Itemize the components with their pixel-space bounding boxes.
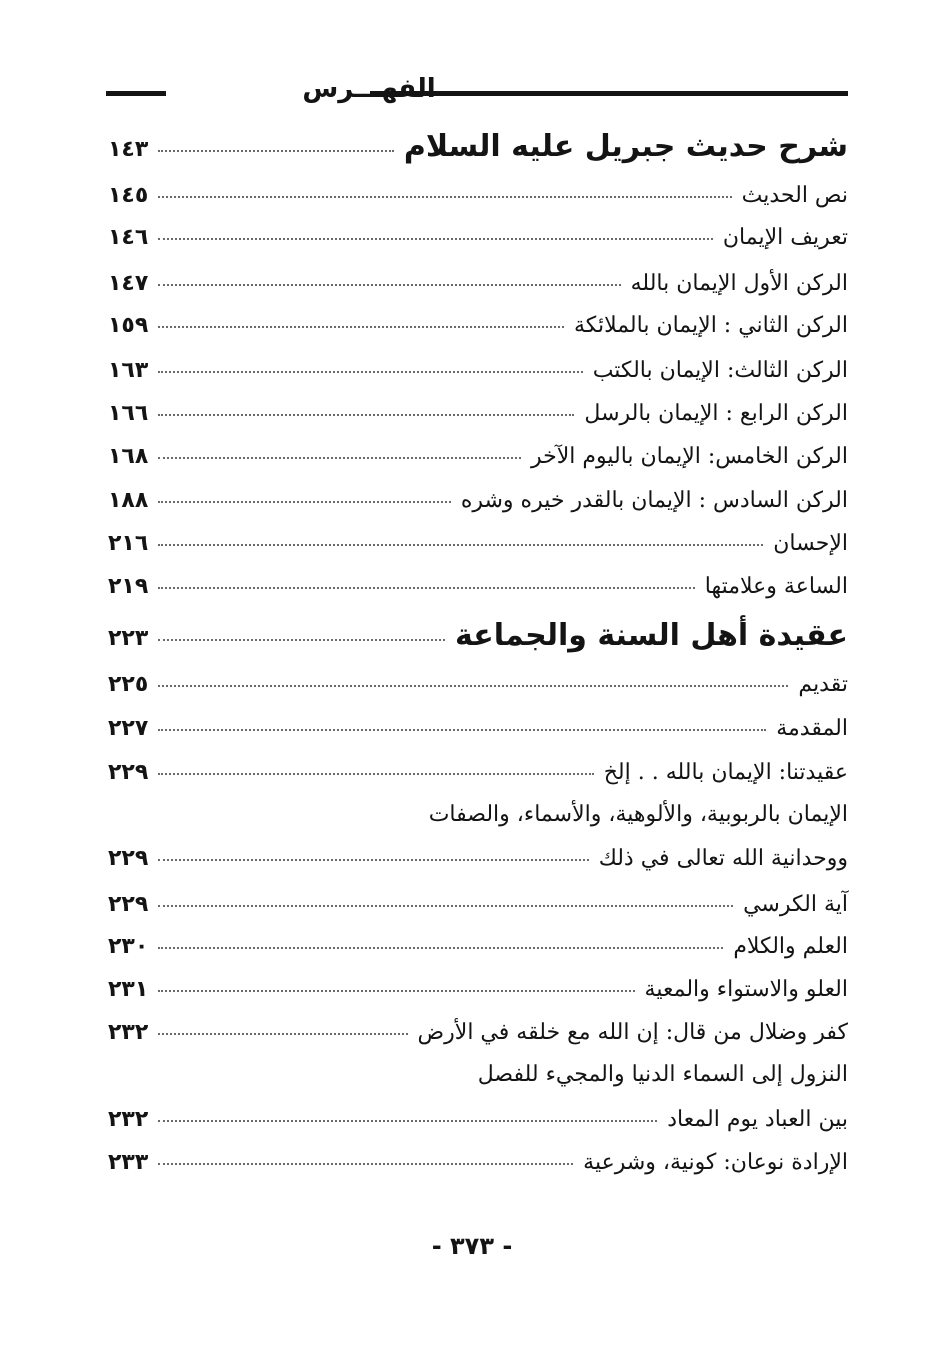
toc-entry-title: الإرادة نوعان: كونية، وشرعية [583, 1150, 848, 1175]
toc-entry [108, 444, 848, 469]
toc-entry [108, 183, 848, 208]
dot-leader [158, 1163, 573, 1165]
toc-entry-page: ٢٢٩ [108, 892, 149, 917]
toc-entry [108, 401, 848, 426]
dot-leader [158, 685, 788, 687]
dot-leader [158, 639, 445, 641]
dot-leader [158, 947, 723, 949]
dot-leader [158, 587, 694, 589]
dot-leader [158, 284, 620, 286]
toc-entry-page: ٢١٩ [108, 574, 149, 599]
toc-entry [108, 1150, 848, 1175]
dot-leader [158, 501, 451, 503]
dot-leader [158, 729, 766, 731]
toc-entry-title: الركن الثالث: الإيمان بالكتب [592, 358, 848, 383]
toc-entry-title: الركن الثاني : الإيمان بالملائكة [574, 313, 848, 338]
toc-entry-page: ٢٢٧ [108, 716, 149, 741]
toc-section-heading [108, 618, 848, 653]
toc-entry-title: آية الكرسي [743, 892, 848, 917]
toc-entry [108, 934, 848, 959]
toc-entry-title: العلم والكلام [733, 934, 848, 959]
toc-entry [108, 977, 848, 1002]
toc-entry-title: شرح حديث جبريل عليه السلام [403, 129, 848, 164]
dot-leader [158, 1033, 407, 1035]
dot-leader [158, 859, 588, 861]
toc-entry [108, 846, 848, 871]
dot-leader [158, 457, 521, 459]
toc-entry-page: ٢٢٣ [108, 626, 149, 651]
toc-entry-page: ١٦٣ [108, 358, 149, 383]
toc-entry-page: ٢٣٢ [108, 1107, 149, 1132]
toc-entry-page: ١٤٦ [108, 225, 149, 250]
toc-entry [108, 488, 848, 513]
dot-leader [158, 414, 574, 416]
toc-entry-title: الركن السادس : الإيمان بالقدر خيره وشره [460, 488, 848, 513]
toc-entry [108, 716, 848, 741]
toc-entry-title: عقيدتنا: الإيمان بالله . . إلخ [603, 760, 848, 785]
toc-entry-title: تقديم [798, 672, 848, 697]
toc-entry-page: ١٤٥ [108, 183, 149, 208]
toc-entry-page: ٢٣٠ [108, 934, 149, 959]
header-title: الفهـــرس [302, 74, 436, 104]
toc-entry-page: ١٦٨ [108, 444, 149, 469]
toc-entry-title: الركن الرابع : الإيمان بالرسل [584, 401, 848, 426]
dot-leader [158, 1120, 657, 1122]
toc-entry-page: ٢٣٢ [108, 1020, 149, 1045]
dot-leader [158, 905, 733, 907]
toc-entry [108, 1062, 848, 1087]
dot-leader [158, 326, 564, 328]
toc-entry [108, 760, 848, 785]
toc-entry-title: النزول إلى السماء الدنيا والمجيء للفصل [477, 1062, 848, 1087]
toc-entry-title: الإيمان بالربوبية، والألوهية، والأسماء، والصفات [428, 802, 848, 827]
toc-section-heading [108, 129, 848, 164]
toc-entry-title: عقيدة أهل السنة والجماعة [455, 618, 848, 653]
dot-leader [158, 544, 763, 546]
dot-leader [158, 773, 593, 775]
toc-entry-title: الركن الأول الإيمان بالله [630, 271, 848, 296]
page-header [106, 74, 848, 114]
page-number: - ٣٧٣ - [431, 1232, 513, 1260]
toc-entry-title: ووحدانية الله تعالى في ذلك [598, 846, 848, 871]
toc-entry [108, 271, 848, 296]
toc-entry-page: ٢٣٣ [108, 1150, 149, 1175]
toc-entry-page: ٢٢٩ [108, 846, 149, 871]
toc-entry-page: ٢٣١ [108, 977, 149, 1002]
toc-entry-title: تعريف الإيمان [722, 225, 848, 250]
toc-entry [108, 225, 848, 250]
toc-entry [108, 313, 848, 338]
dot-leader [158, 990, 634, 992]
toc-entry-page: ٢١٦ [108, 531, 149, 556]
dot-leader [158, 371, 582, 373]
header-rule-left [106, 91, 166, 96]
toc-entry [108, 574, 848, 599]
dot-leader [158, 238, 713, 240]
toc-entry-page: ٢٢٩ [108, 760, 149, 785]
toc-entry-page: ١٨٨ [108, 488, 149, 513]
toc-entry [108, 892, 848, 917]
toc-entry-title: المقدمة [776, 716, 848, 741]
toc-entry [108, 672, 848, 697]
toc-entry-page: ١٤٣ [108, 137, 149, 162]
toc-entry [108, 802, 848, 827]
toc-entry-page: ١٦٦ [108, 401, 149, 426]
toc-entry-page: ٢٢٥ [108, 672, 149, 697]
toc-entry-title: كفر وضلال من قال: إن الله مع خلقه في الأرض [417, 1020, 848, 1045]
toc-entry [108, 358, 848, 383]
toc-entry-page: ١٥٩ [108, 313, 149, 338]
toc-entry [108, 1020, 848, 1045]
dot-leader [158, 150, 394, 152]
toc-entry [108, 531, 848, 556]
dot-leader [158, 196, 731, 198]
toc-entry-title: نص الحديث [741, 183, 848, 208]
toc-entry-title: العلو والاستواء والمعية [644, 977, 848, 1002]
toc-entry-page: ١٤٧ [108, 271, 149, 296]
toc-entry-title: الركن الخامس: الإيمان باليوم الآخر [530, 444, 848, 469]
toc-entry-title: الساعة وعلامتها [704, 574, 848, 599]
toc-entry [108, 1107, 848, 1132]
toc-entry-title: الإحسان [773, 531, 848, 556]
toc-entry-title: بين العباد يوم المعاد [667, 1107, 848, 1132]
